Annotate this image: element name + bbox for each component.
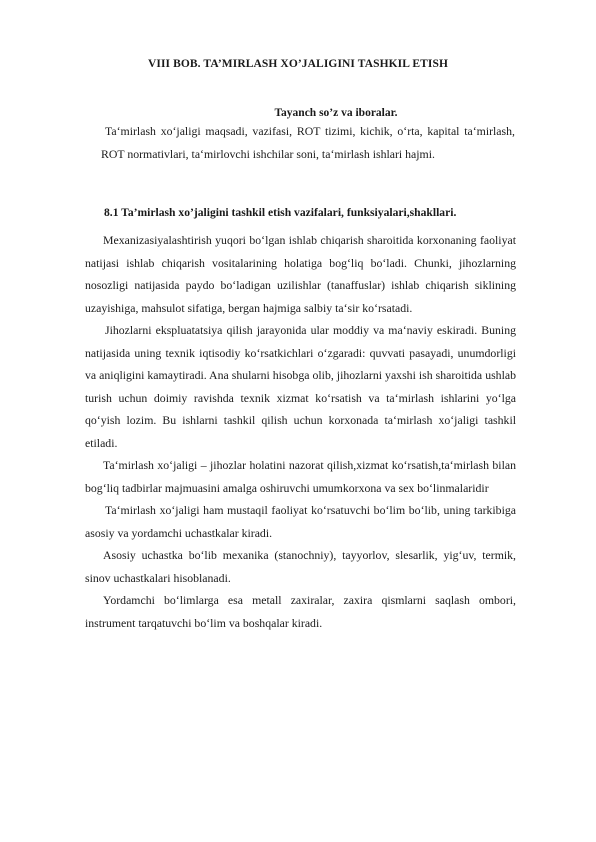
section-title: 8.1 Ta’mirlash xo’jaligini tashkil etish vazifalari, funksiyalari,shakllari. (104, 206, 457, 219)
paragraph: Ta‘mirlash xo‘jaligi – jihozlar holatini nazorat qilish,xizmat ko‘rsatish,ta‘mirlash bilan bog‘liq tadbirlar majmuasini amalga oshiruvchi umumkorxona va sex bo‘linmalaridir (85, 458, 516, 495)
chapter-title: VIII BOB. TA’MIRLASH XO’JALIGINI TASHKIL ETISH (147, 58, 449, 70)
paragraph: Yordamchi bo‘limlarga esa metall zaxiralar, zaxira qismlarni saqlash ombori, instrument tarqatuvchi bo‘lim va boshqalar kiradi. (85, 593, 516, 630)
paragraph: Ta‘mirlash xo‘jaligi ham mustaqil faoliyat ko‘rsatuvchi bo‘lim bo‘lib, uning tarkibiga asosiy va yordamchi uchastkalar kiradi. (85, 503, 516, 540)
keywords-title: Tayanch so’z va iboralar. (274, 107, 398, 119)
paragraph: Mexanizasiyalashtirish yuqori bo‘lgan ishlab chiqarish sharoitida korxonaning faoliyat natijasi ishlab chiqarish vositalarining holatiga bog‘liq bo‘ladi. Chunki, jihozlarning nosozligi natijasida paydo bo‘ladigan uzilishlar (tanaffuslar) ishlab chiqarish siklining uzayishiga, mahsulot sifatiga, bergan hajmiga salbiy ta‘sir ko‘rsatadi. (85, 233, 516, 315)
paragraph: Jihozlarni ekspluatatsiya qilish jarayonida ular moddiy va ma‘naviy eskiradi. Buning natijasida uning texnik iqtisodiy ko‘rsatkichlari o‘zgaradi: quvvati pasayadi, unumdorligi va aniqligini kamaytiradi. Ana shularni hisobga olib, jihozlarni yaxshi ish sharoitida ushlab turish uchun doimiy ravishda texnik xizmat ko‘rsatish va ta‘mirlash ishlarini yo‘lga qo‘yish lozim. Bu ishlarni tashkil qilish uchun korxonada ta‘mirlash xo‘jaligi tashkil etiladi. (85, 323, 516, 450)
keywords-text: Ta‘mirlash xo‘jaligi maqsadi, vazifasi, ROT tizimi, kichik, o‘rta, kapital ta‘mirlash, ROT normativlari, ta‘mirlovchi ishchilar soni, ta‘mirlash ishlari hajmi. (101, 124, 515, 161)
section-body (85, 229, 516, 634)
paragraph: Asosiy uchastka bo‘lib mexanika (stanochniy), tayyorlov, slesarlik, yig‘uv, termik, sinov uchastkalari hisoblanadi. (85, 548, 516, 585)
